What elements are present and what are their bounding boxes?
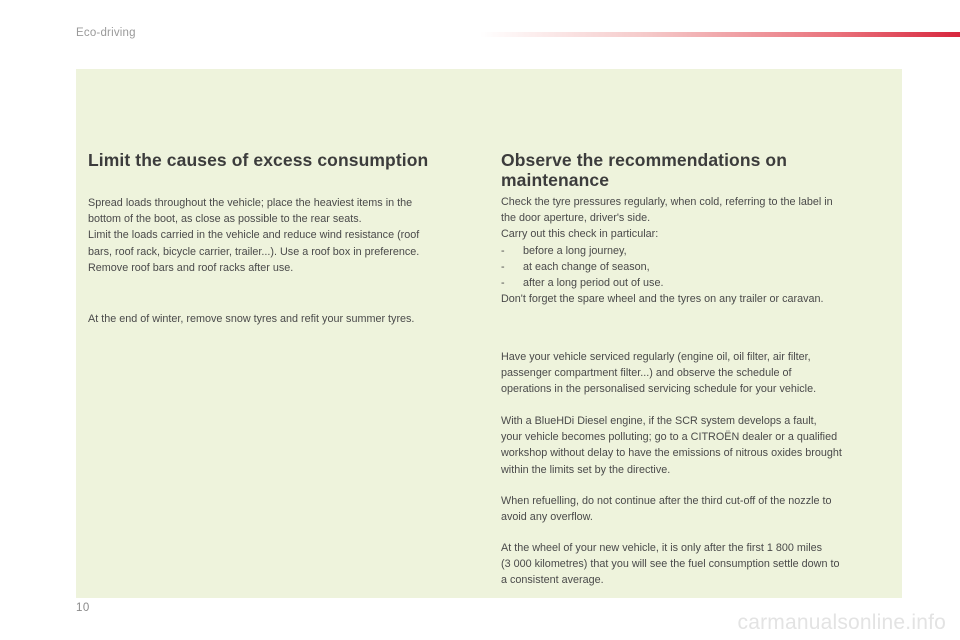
text-line: Limit the loads carried in the vehicle and reduce wind resistance (roof <box>88 229 420 242</box>
bluehdi-paragraph <box>501 413 893 478</box>
left-heading: Limit the causes of excess consumption <box>88 150 429 170</box>
right-heading <box>501 150 893 190</box>
text-line: passenger compartment filter...) and observe the schedule of <box>501 367 792 380</box>
list-dash: - <box>501 244 505 257</box>
refuelling-paragraph <box>501 493 893 525</box>
text-line: Remove roof bars and roof racks after use. <box>88 261 294 274</box>
section-label: Eco-driving <box>76 27 136 39</box>
text-line: With a BlueHDi Diesel engine, if the SCR system develops a fault, <box>501 415 817 427</box>
watermark: carmanualsonline.info <box>737 611 946 634</box>
list-dash: - <box>501 277 505 290</box>
list-item-text: at each change of season, <box>523 260 650 273</box>
header-gradient-bar <box>480 32 960 37</box>
list-dash: - <box>501 260 505 273</box>
text-line: Spread loads throughout the vehicle; place the heaviest items in the <box>88 197 413 209</box>
new-vehicle-paragraph <box>501 540 893 589</box>
text-line: (3 000 kilometres) that you will see the fuel consumption settle down to <box>501 558 840 571</box>
winter-tyres-paragraph <box>88 311 474 327</box>
text-line: bottom of the boot, as close as possible to the rear seats. <box>88 213 362 226</box>
text-line: avoid any overflow. <box>501 511 593 524</box>
text-line: workshop without delay to have the emissions of nitrous oxides brought <box>501 447 842 460</box>
text-line: within the limits set by the directive. <box>501 463 671 476</box>
text-line: the door aperture, driver's side. <box>501 212 651 225</box>
text-line: your vehicle becomes polluting; go to a CITROËN dealer or a qualified <box>501 431 838 444</box>
tyre-pressure-paragraph <box>501 194 893 307</box>
right-heading-line: maintenance <box>501 170 610 190</box>
list-item <box>501 259 893 275</box>
text-line: bars, roof rack, bicycle carrier, trailer...). Use a roof box in preference. <box>88 245 420 258</box>
list-item-text: after a long period out of use. <box>523 277 664 290</box>
text-line: At the end of winter, remove snow tyres and refit your summer tyres. <box>88 313 415 325</box>
servicing-paragraph <box>501 349 893 398</box>
page-number: 10 <box>76 602 90 614</box>
text-line: At the wheel of your new vehicle, it is only after the first 1 800 miles <box>501 542 823 554</box>
content-panel <box>76 69 902 598</box>
text-line: operations in the personalised servicing schedule for your vehicle. <box>501 383 817 396</box>
text-line: Carry out this check in particular: <box>501 228 659 241</box>
loads-paragraph <box>88 195 474 276</box>
text-line: Don't forget the spare wheel and the tyres on any trailer or caravan. <box>501 293 824 306</box>
text-line: Check the tyre pressures regularly, when cold, referring to the label in <box>501 196 833 208</box>
list-item <box>501 243 893 259</box>
right-heading-line: Observe the recommendations on <box>501 150 787 170</box>
text-line: a consistent average. <box>501 574 604 587</box>
list-item <box>501 275 893 291</box>
text-line: Have your vehicle serviced regularly (engine oil, oil filter, air filter, <box>501 351 811 363</box>
list-item-text: before a long journey, <box>523 244 627 257</box>
text-line: When refuelling, do not continue after the third cut-off of the nozzle to <box>501 495 832 507</box>
